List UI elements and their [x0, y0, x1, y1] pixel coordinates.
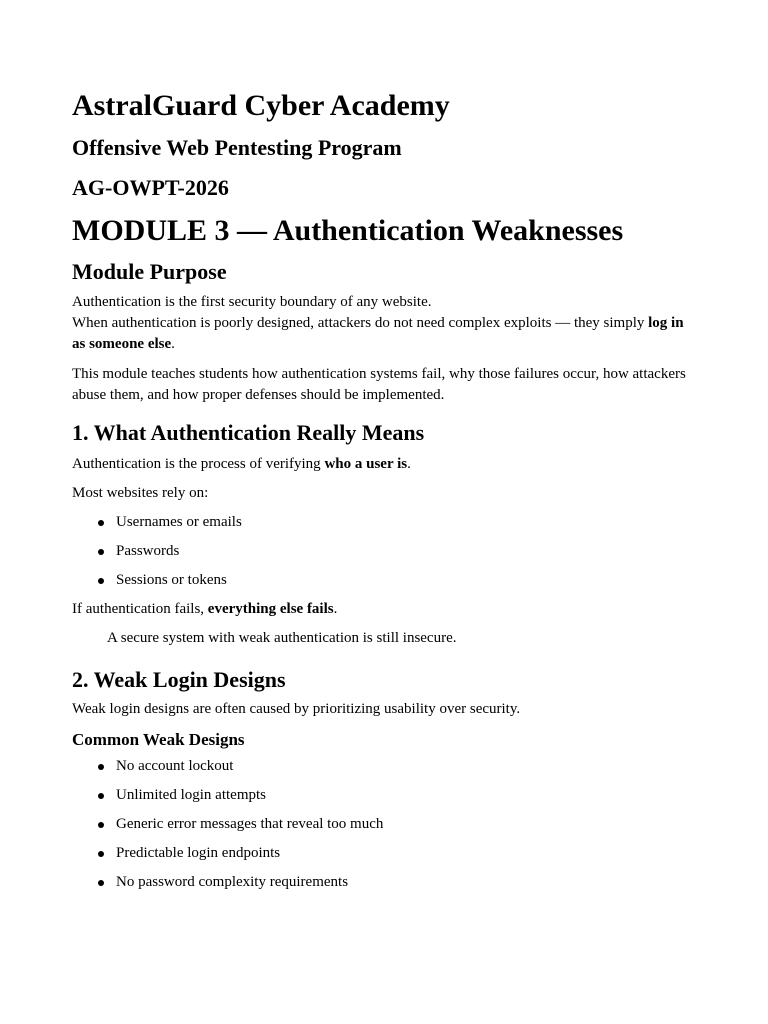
weak-login-intro: Weak login designs are often caused by prioritizing usability over security.: [72, 701, 521, 717]
fails-end: .: [333, 601, 338, 617]
rely-list: [72, 512, 696, 591]
common-weak-designs-heading: Common Weak Designs: [72, 730, 245, 749]
section-2-heading: 2. Weak Login Designs: [72, 667, 286, 692]
fails-bold: everything else fails: [207, 601, 334, 617]
purpose-line-2-bold: log in as someone else: [72, 315, 684, 352]
list-item-text: No account lockout: [116, 758, 234, 774]
list-item: [72, 814, 696, 835]
quote-block: A secure system with weak authentication is still insecure.: [107, 630, 457, 646]
section-1-heading: 1. What Authentication Really Means: [72, 420, 425, 445]
purpose-line-2-end: .: [171, 336, 175, 352]
bullet-icon: [98, 822, 104, 828]
program-title: Offensive Web Pentesting Program: [72, 135, 402, 160]
list-item: [72, 872, 696, 893]
bullet-icon: [98, 764, 104, 770]
bullet-icon: [98, 880, 104, 886]
module-title: MODULE 3 — Authentication Weaknesses: [72, 214, 624, 247]
bullet-icon: [98, 851, 104, 857]
purpose-line-1: Authentication is the first security boundary of any website.: [72, 294, 432, 310]
purpose-paragraph: [72, 292, 696, 355]
rely-intro: Most websites rely on:: [72, 485, 209, 501]
purpose-paragraph-2: This module teaches students how authentication systems fail, why those failures occur, how attackers abuse them, and how proper defenses should be implemented.: [72, 366, 686, 403]
purpose-line-2-text: When authentication is poorly designed, attackers do not need complex exploits — they simply: [72, 315, 649, 331]
academy-title: AstralGuard Cyber Academy: [72, 89, 450, 122]
list-item: [72, 843, 696, 864]
list-item: [72, 756, 696, 777]
list-item-text: Usernames or emails: [116, 514, 242, 530]
list-item: [72, 785, 696, 806]
bullet-icon: [98, 549, 104, 555]
bullet-icon: [98, 578, 104, 584]
list-item-text: Unlimited login attempts: [116, 787, 266, 803]
list-item-text: Passwords: [116, 543, 180, 559]
program-code: AG-OWPT-2026: [72, 175, 229, 200]
list-item-text: No password complexity requirements: [116, 874, 349, 890]
list-item-text: Predictable login endpoints: [116, 845, 281, 861]
list-item: [72, 512, 696, 533]
auth-definition-end: .: [407, 456, 411, 472]
fails-text: If authentication fails,: [72, 601, 208, 617]
auth-definition-bold: who a user is: [324, 456, 408, 472]
auth-definition-text: Authentication is the process of verifying: [72, 456, 325, 472]
purpose-heading: Module Purpose: [72, 259, 227, 284]
auth-definition: [72, 454, 696, 475]
bullet-icon: [98, 520, 104, 526]
fails-statement: [72, 599, 696, 620]
list-item: [72, 541, 696, 562]
bullet-icon: [98, 793, 104, 799]
list-item-text: Sessions or tokens: [116, 572, 227, 588]
list-item: [72, 570, 696, 591]
weak-designs-list: [72, 756, 696, 893]
list-item-text: Generic error messages that reveal too much: [116, 816, 384, 832]
